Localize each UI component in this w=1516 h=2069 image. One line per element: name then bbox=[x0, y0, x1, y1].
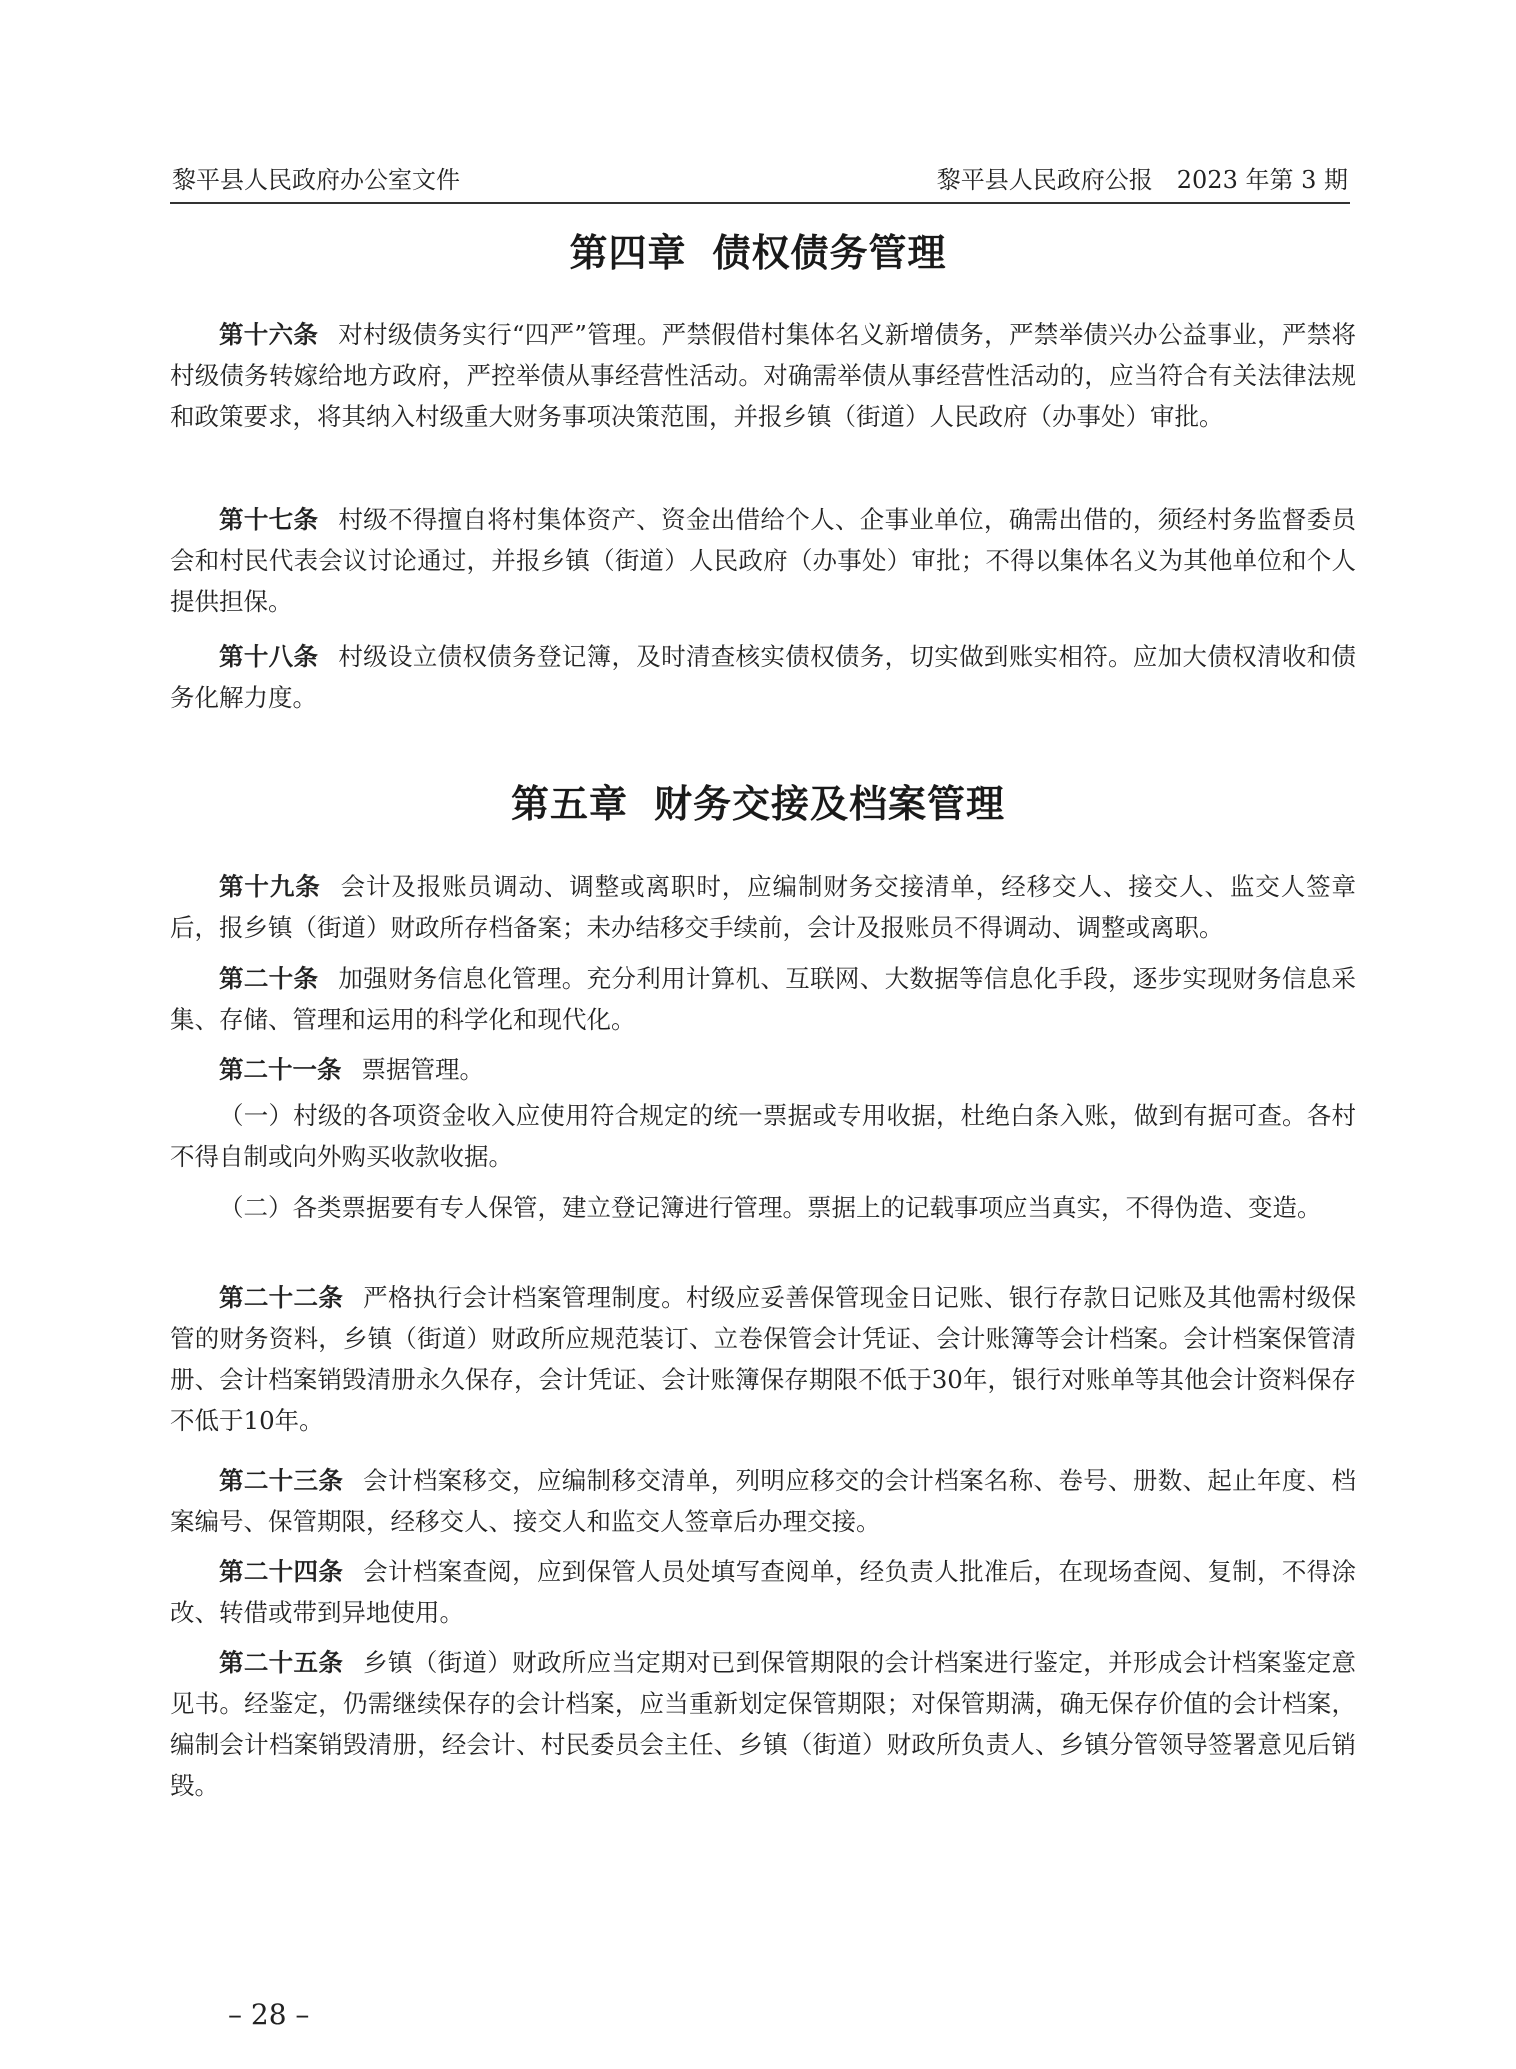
clause-text: （二）各类票据要有专人保管，建立登记簿进行管理。票据上的记载事项应当真实，不得伪造、变造。 bbox=[219, 1193, 1322, 1222]
chapter-title: 财务交接及档案管理 bbox=[654, 782, 1006, 826]
header-right-title: 黎平县人民政府公报 2023 年第 3 期 bbox=[936, 166, 1348, 194]
article-number: 第十九条 bbox=[219, 872, 321, 901]
article-number: 第二十一条 bbox=[219, 1055, 342, 1084]
article-number: 第二十五条 bbox=[219, 1648, 344, 1677]
article-paragraph bbox=[170, 1551, 1356, 1633]
clause-text: （一）村级的各项资金收入应使用符合规定的统一票据或专用收据，杜绝白条入账，做到有据可查。各村不得自制或向外购买收款收据。 bbox=[170, 1101, 1356, 1171]
chapter-number: 第五章 bbox=[510, 782, 628, 826]
article-paragraph bbox=[170, 1049, 1356, 1090]
article-number: 第十八条 bbox=[219, 642, 319, 671]
article-text: 加强财务信息化管理。充分利用计算机、互联网、大数据等信息化手段，逐步实现财务信息采集、存储、管理和运用的科学化和现代化。 bbox=[170, 964, 1357, 1034]
article-paragraph bbox=[170, 1460, 1356, 1542]
article-paragraph bbox=[170, 314, 1356, 437]
article-text: 票据管理。 bbox=[361, 1055, 484, 1084]
article-paragraph bbox=[170, 1642, 1356, 1806]
header-left-title: 黎平县人民政府办公室文件 bbox=[172, 166, 460, 194]
clause-paragraph bbox=[170, 1095, 1356, 1177]
clause-paragraph bbox=[170, 1187, 1356, 1228]
article-paragraph bbox=[170, 958, 1356, 1040]
chapter-number: 第四章 bbox=[569, 231, 687, 275]
article-paragraph bbox=[170, 499, 1356, 622]
article-number: 第二十二条 bbox=[219, 1283, 344, 1312]
article-paragraph bbox=[170, 1277, 1356, 1441]
page-number: – 28 – bbox=[228, 1998, 310, 2031]
article-number: 第二十四条 bbox=[219, 1557, 344, 1586]
article-text: 村级设立债权债务登记簿，及时清查核实债权债务，切实做到账实相符。应加大债权清收和债务化解力度。 bbox=[170, 642, 1357, 712]
article-text: 会计档案移交，应编制移交清单，列明应移交的会计档案名称、卷号、册数、起止年度、档案编号、保管期限，经移交人、接交人和监交人签章后办理交接。 bbox=[170, 1466, 1357, 1536]
article-text: 村级不得擅自将村集体资产、资金出借给个人、企事业单位，确需出借的，须经村务监督委员会和村民代表会议讨论通过，并报乡镇（街道）人民政府（办事处）审批；不得以集体名义为其他单位和个人提供担保。 bbox=[170, 505, 1357, 616]
article-text: 会计档案查阅，应到保管人员处填写查阅单，经负责人批准后，在现场查阅、复制，不得涂改、转借或带到异地使用。 bbox=[170, 1557, 1357, 1627]
chapter-title: 债权债务管理 bbox=[712, 231, 947, 275]
article-number: 第十七条 bbox=[219, 505, 319, 534]
article-paragraph bbox=[170, 636, 1356, 718]
chapter-heading bbox=[0, 773, 1516, 828]
article-number: 第二十三条 bbox=[219, 1466, 344, 1495]
article-paragraph bbox=[170, 866, 1356, 948]
page-header bbox=[170, 158, 1350, 204]
article-number: 第十六条 bbox=[219, 320, 319, 349]
article-text: 会计及报账员调动、调整或离职时，应编制财务交接清单，经移交人、接交人、监交人签章后，报乡镇（街道）财政所存档备案；未办结移交手续前，会计及报账员不得调动、调整或离职。 bbox=[170, 872, 1357, 942]
article-text: 严格执行会计档案管理制度。村级应妥善保管现金日记账、银行存款日记账及其他需村级保管的财务资料，乡镇（街道）财政所应规范装订、立卷保管会计凭证、会计账簿等会计档案。会计档案保管清册、会计档案销毁清册永久保存，会计凭证、会计账簿保存期限不低于30年，银行对账单等其他会计资料保存不低于10年。 bbox=[170, 1283, 1357, 1435]
article-number: 第二十条 bbox=[219, 964, 319, 993]
article-text: 乡镇（街道）财政所应当定期对已到保管期限的会计档案进行鉴定，并形成会计档案鉴定意见书。经鉴定，仍需继续保存的会计档案，应当重新划定保管期限；对保管期满，确无保存价值的会计档案，编制会计档案销毁清册，经会计、村民委员会主任、乡镇（街道）财政所负责人、乡镇分管领导签署意见后销毁。 bbox=[170, 1648, 1357, 1800]
article-text: 对村级债务实行“四严”管理。严禁假借村集体名义新增债务，严禁举债兴办公益事业，严禁将村级债务转嫁给地方政府，严控举债从事经营性活动。对确需举债从事经营性活动的，应当符合有关法律法规和政策要求，将其纳入村级重大财务事项决策范围，并报乡镇（街道）人民政府（办事处）审批。 bbox=[170, 320, 1357, 431]
chapter-heading bbox=[0, 222, 1516, 277]
